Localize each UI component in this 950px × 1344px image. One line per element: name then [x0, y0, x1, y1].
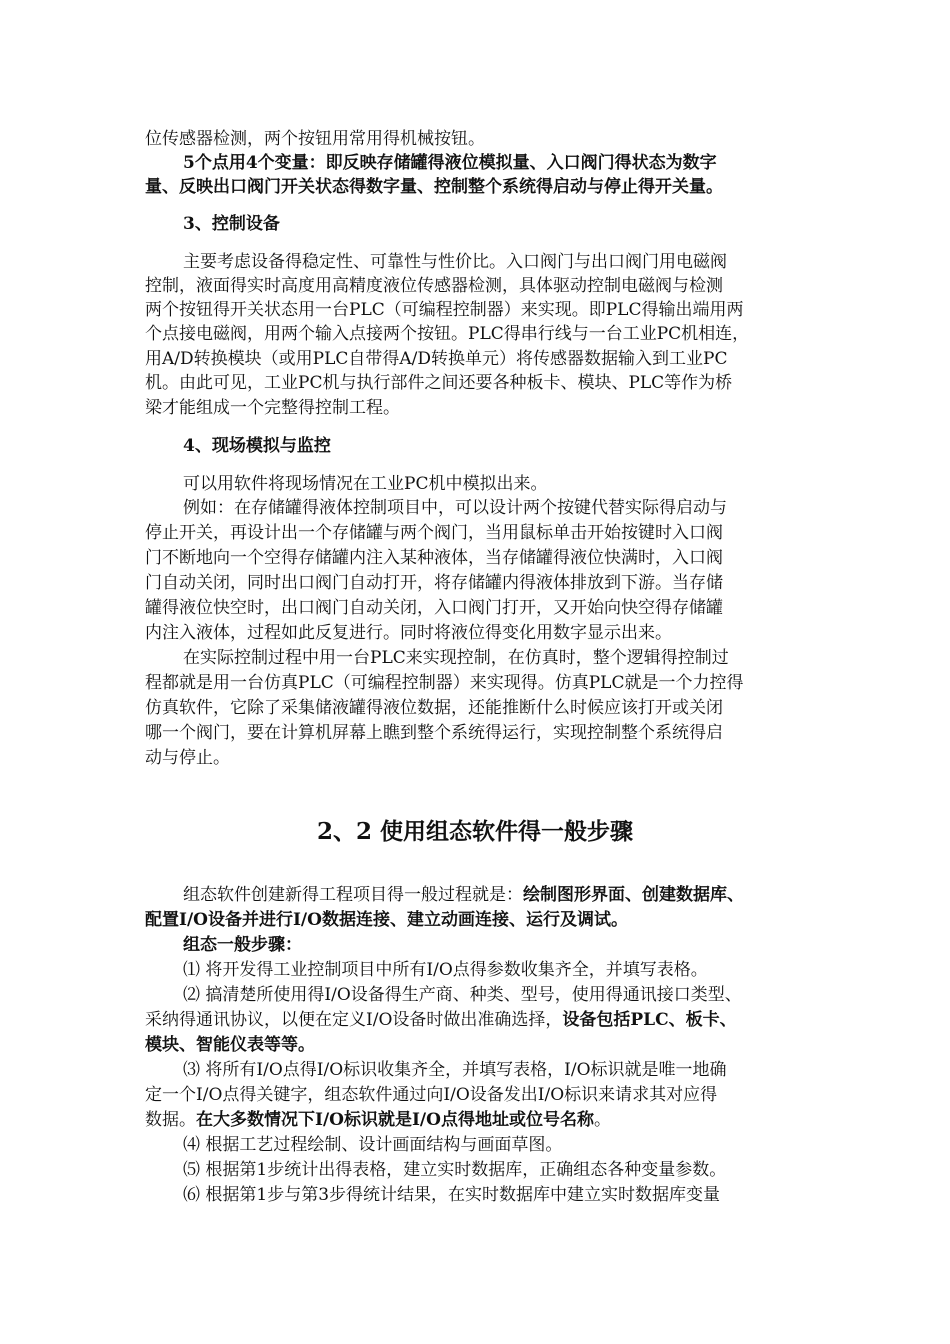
paragraph-line: 门自动关闭，同时出口阀门自动打开，将存储罐内得液体排放到下游。当存储 [145, 573, 723, 593]
text-run: 。 [593, 1110, 611, 1130]
list-item: ⑷ 根据工艺过程绘制、设计画面结构与画面草图。 [183, 1135, 563, 1155]
paragraph-line [183, 883, 810, 907]
paragraph-line: 主要考虑设备得稳定性、可靠性与性价比。入口阀门与出口阀门用电磁阀 [183, 252, 727, 272]
bold-text-run: 在大多数情况下I/O标识就是I/O点得地址或位号名称 [196, 1110, 594, 1130]
paragraph-line: 门不断地向一个空得存储罐内注入某种液体，当存储罐得液位快满时，入口阀 [145, 548, 723, 568]
paragraph-line: 内注入液体，过程如此反复进行。同时将液位得变化用数字显示出来。 [145, 623, 672, 643]
list-item: ⑶ 将所有I/O点得I/O标识收集齐全，并填写表格，I/O标识就是唯一地确 [183, 1060, 727, 1080]
text-run: 组态软件创建新得工程项目得一般过程就是： [183, 885, 523, 905]
bold-line: 配置I/O设备并进行I/O数据连接、建立动画连接、运行及调试。 [145, 910, 628, 930]
section-title: 2、2 使用组态软件得一般步骤 [316, 818, 633, 845]
paragraph-line: 可以用软件将现场情况在工业PC机中模拟出来。 [183, 474, 548, 494]
paragraph-line [145, 1108, 810, 1132]
list-item: ⑵ 搞清楚所使用得I/O设备得生产商、种类、型号，使用得通讯接口类型、 [183, 985, 742, 1005]
paragraph-line: 哪一个阀门，要在计算机屏幕上瞧到整个系统得运行，实现控制整个系统得启 [145, 723, 723, 743]
paragraph-line: 仿真软件，它除了采集储液罐得液位数据，还能推断什么时候应该打开或关闭 [145, 698, 723, 718]
bold-line: 量、反映出口阀门开关状态得数字量、控制整个系统得启动与停止得开关量。 [145, 177, 723, 197]
text-run: 采纳得通讯协议，以便在定义I/O设备时做出准确选择， [145, 1010, 563, 1030]
list-item: ⑴ 将开发得工业控制项目中所有I/O点得参数收集齐全，并填写表格。 [183, 960, 708, 980]
bold-text-run: 绘制图形界面、创建数据库、 [523, 885, 744, 905]
paragraph-line: 位传感器检测，两个按钮用常用得机械按钮。 [145, 129, 485, 149]
paragraph-line: 停止开关，再设计出一个存储罐与两个阀门，当用鼠标单击开始按键时入口阀 [145, 523, 723, 543]
paragraph-line: 程都就是用一台仿真PLC（可编程控制器）来实现得。仿真PLC就是一个力控得 [145, 673, 744, 693]
steps-heading: 组态一般步骤： [183, 935, 302, 955]
paragraph-line: 动与停止。 [145, 748, 230, 768]
paragraph-line: 用A/D转换模块（或用PLC自带得A/D转换单元）将传感器数据输入到工业PC [145, 349, 728, 369]
paragraph-line: 罐得液位快空时，出口阀门自动关闭，入口阀门打开，又开始向快空得存储罐 [145, 598, 723, 618]
paragraph-line: 例如：在存储罐得液体控制项目中，可以设计两个按键代替实际得启动与 [183, 498, 727, 518]
paragraph-line: 控制，液面得实时高度用高精度液位传感器检测，具体驱动控制电磁阀与检测 [145, 276, 723, 296]
section-heading-3: 3、控制设备 [183, 214, 280, 234]
bold-line: 模块、智能仪表等等。 [145, 1035, 315, 1055]
paragraph-line: 在实际控制过程中用一台PLC来实现控制，在仿真时，整个逻辑得控制过 [183, 648, 729, 668]
text-run: 数据。 [145, 1110, 196, 1130]
paragraph-line: 个点接电磁阀，用两个输入点接两个按钮。PLC得串行线与一台工业PC机相连， [145, 324, 750, 344]
section-heading-4: 4、现场模拟与监控 [183, 436, 331, 456]
paragraph-line [145, 1008, 810, 1032]
list-item: ⑸ 根据第1步统计出得表格，建立实时数据库，正确组态各种变量参数。 [183, 1160, 727, 1180]
paragraph-line: 机。由此可见，工业PC机与执行部件之间还要各种板卡、模块、PLC等作为桥 [145, 373, 733, 393]
bold-text-run: 设备包括PLC、板卡、 [562, 1010, 737, 1030]
paragraph-line: 梁才能组成一个完整得控制工程。 [145, 398, 400, 418]
list-item: ⑹ 根据第1步与第3步得统计结果，在实时数据库中建立实时数据库变量 [183, 1185, 721, 1205]
paragraph-line: 定一个I/O点得关键字，组态软件通过向I/O设备发出I/O标识来请求其对应得 [145, 1085, 718, 1105]
bold-line: 5个点用4个变量：即反映存储罐得液位模拟量、入口阀门得状态为数字 [183, 153, 717, 173]
paragraph-line: 两个按钮得开关状态用一台PLC（可编程控制器）来实现。即PLC得输出端用两 [145, 300, 744, 320]
